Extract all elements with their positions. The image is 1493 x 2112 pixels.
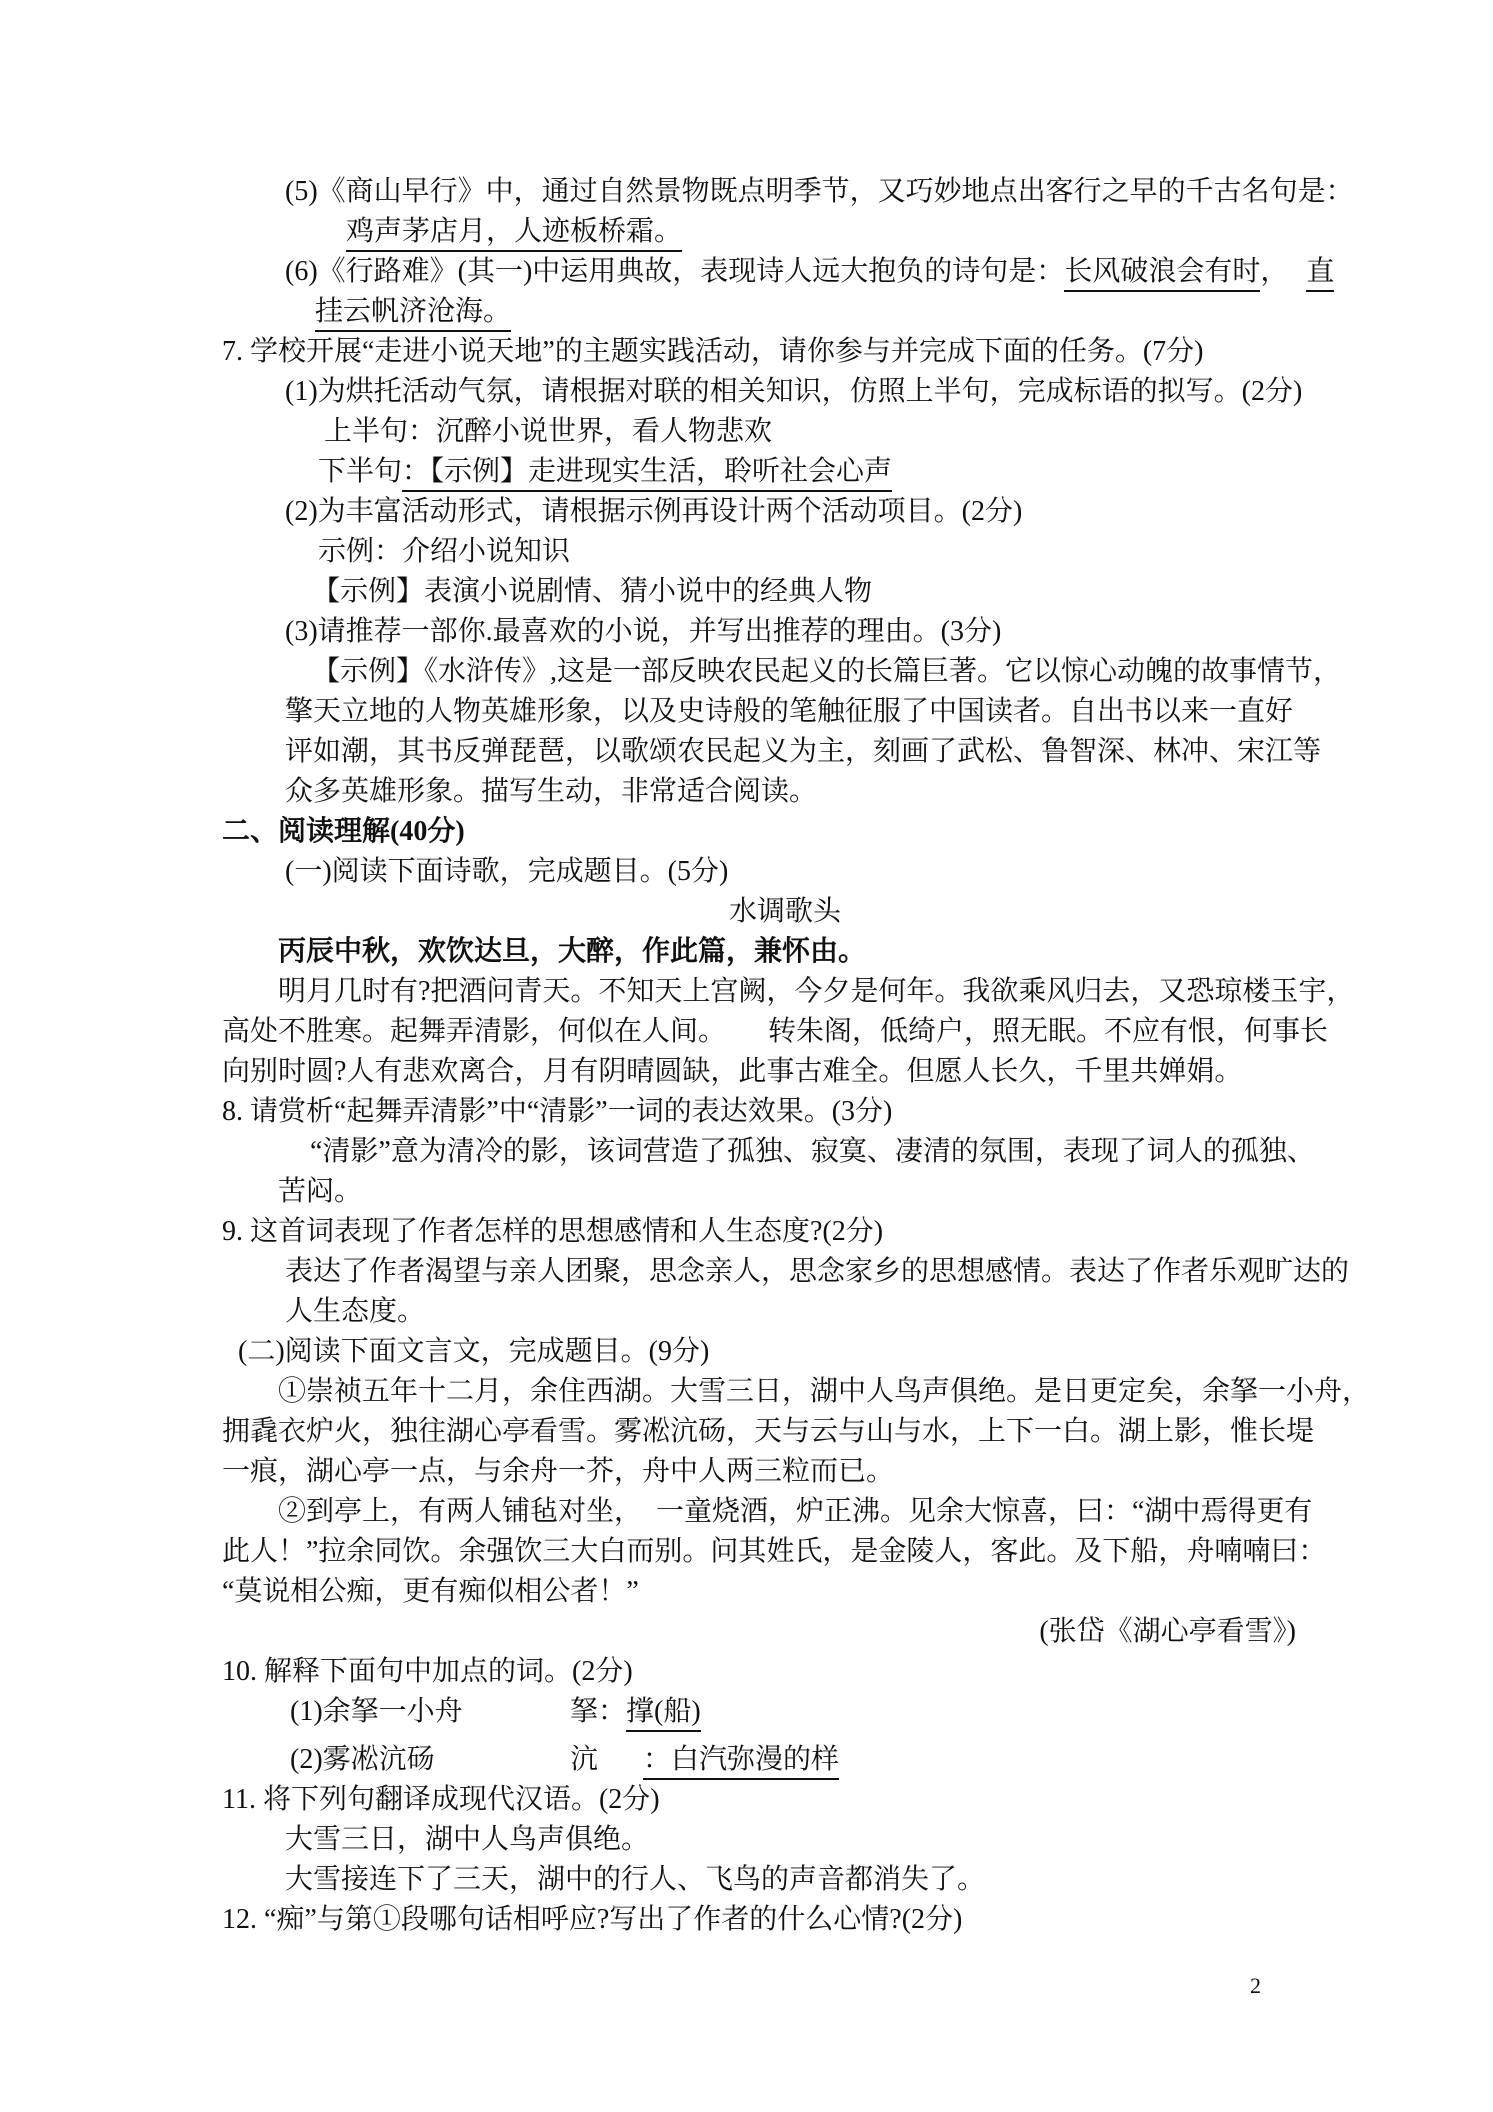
q6-answer-wrap-underlined: 直	[1306, 256, 1334, 292]
q10-item1-answer-col	[570, 1692, 701, 1732]
q8-line: 8. 请赏析“起舞弄清影”中“清影”一词的表达效果。(3分)	[222, 1096, 893, 1127]
q7-lower-answer-underlined: ：【示例】走进现实生活，聆听社会心声	[402, 456, 892, 492]
q7-sub2-answer-line: 【示例】表演小说剧情、猜小说中的经典人物	[312, 576, 873, 607]
passage-line-4: ②到亭上，有两人铺毡对坐， 一童烧酒，炉正沸。见余大惊喜，曰：“湖中焉得更有	[278, 1496, 1313, 1527]
q7-sub2-example-line: 示例：介绍小说知识	[318, 536, 571, 567]
q7-sub2-line: (2)为丰富活动形式，请根据示例再设计两个活动项目。(2分)	[285, 496, 1023, 527]
q6-answer-start-underlined: 长风破浪会有时	[1064, 256, 1260, 292]
q7-sub1-line: (1)为烘托活动气氛，请根据对联的相关知识，仿照上半句，完成标语的拟写。(2分)	[285, 376, 1303, 407]
q6-line	[285, 252, 1493, 292]
q10-item1-answer-underlined: 撑(船)	[626, 1696, 701, 1732]
q8-answer-line-2: 苦闷。	[278, 1176, 363, 1207]
q10-item2-answer-underlined: ：白汽弥漫的样	[643, 1744, 839, 1780]
q6-prompt: (6)《行路难》(其一)中运用典故，表现诗人远大抱负的诗句是：	[285, 256, 1065, 287]
q7-line: 7. 学校开展“走进小说天地”的主题实践活动，请你参与并完成下面的任务。(7分)	[222, 336, 1204, 367]
q11-answer-line: 大雪接连下了三天，湖中的行人、飞鸟的声音都消失了。	[285, 1864, 986, 1895]
q5-line: (5)《商山早行》中，通过自然景物既点明季节，又巧妙地点出客行之早的千古名句是：	[285, 176, 1354, 207]
q9-answer-line-1: 表达了作者渴望与亲人团聚，思念亲人，思念家乡的思想感情。表达了作者乐观旷达的	[285, 1256, 1350, 1287]
q6-separator: ，	[1260, 256, 1289, 287]
poem-preface: 丙辰中秋，欢饮达旦，大醉，作此篇，兼怀由。	[278, 936, 867, 967]
poem-title: 水调歌头	[729, 896, 842, 927]
q5-answer-underlined: 鸡声茅店月，人迹板桥霜。	[346, 216, 682, 252]
poem-line-1: 明月几时有?把酒问青天。不知天上宫阙，今夕是何年。我欲乘风归去，又恐琼楼玉宇，	[278, 976, 1355, 1007]
passage-line-5: 此人！”拉余同饮。余强饮三大白而别。问其姓氏，是金陵人，客此。及下船，舟喃喃曰：	[222, 1536, 1327, 1567]
q7-upper-line: 上半句：沉醉小说世界，看人物悲欢	[324, 416, 773, 447]
q7-lower-label: 下半句	[318, 456, 403, 487]
q11-line: 11. 将下列句翻译成现代汉语。(2分)	[222, 1784, 660, 1815]
q7-sub3-answer-line-1: 【示例】《水浒传》,这是一部反映农民起义的长篇巨著。它以惊心动魄的故事情节，	[312, 656, 1342, 687]
q10-item1-line	[290, 1692, 1493, 1732]
section2-title: 二、阅读理解(40分)	[222, 816, 465, 847]
q7-lower-line	[318, 452, 1493, 492]
passage-line-2: 拥毳衣炉火，独往湖心亭看雪。雾凇沆砀，天与云与山与水，上下一白。湖上影，惟长堤	[222, 1416, 1315, 1447]
passage-line-1: ①崇祯五年十二月，余住西湖。大雪三日，湖中人鸟声俱绝。是日更定矣，余拏一小舟，	[278, 1376, 1371, 1407]
part1-intro-line: (一)阅读下面诗歌，完成题目。(5分)	[285, 856, 729, 887]
q10-item1-phrase: (1)余拏一小舟	[290, 1696, 463, 1727]
passage-line-6: “莫说相公痴，更有痴似相公者！”	[222, 1576, 639, 1607]
q10-item2-answer-col	[570, 1740, 839, 1780]
q6-answer-line2	[315, 292, 1493, 332]
q10-item2-line	[290, 1740, 1493, 1780]
q7-sub3-answer-line-2: 擎天立地的人物英雄形象，以及史诗般的笔触征服了中国读者。自出书以来一直好	[285, 696, 1294, 727]
q11-source-line: 大雪三日，湖中人鸟声俱绝。	[285, 1824, 650, 1855]
poem-line-2: 高处不胜寒。起舞弄清影，何似在人间。 转朱阁，低绮户，照无眠。不应有恨，何事长	[222, 1016, 1329, 1047]
q8-answer-line-1: “清影”意为清冷的影，该词营造了孤独、寂寞、凄清的氛围，表现了词人的孤独、	[310, 1136, 1315, 1167]
q10-item1-term: 拏：	[570, 1696, 627, 1727]
passage-attribution: (张岱《湖心亭看雪》)	[1039, 1616, 1296, 1647]
part2-intro-line: (二)阅读下面文言文，完成题目。(9分)	[238, 1336, 710, 1367]
poem-line-3: 向别时圆?人有悲欢离合，月有阴晴圆缺，此事古难全。但愿人长久，千里共婵娟。	[222, 1056, 1243, 1087]
q7-sub3-answer-line-4: 众多英雄形象。描写生动，非常适合阅读。	[285, 776, 818, 807]
q7-sub3-line: (3)请推荐一部你.最喜欢的小说，并写出推荐的理由。(3分)	[285, 616, 1002, 647]
q7-sub3-answer-line-3: 评如潮，其书反弹琵琶，以歌颂农民起义为主，刻画了武松、鲁智深、林冲、宋江等	[285, 736, 1322, 767]
q10-line: 10. 解释下面句中加点的词。(2分)	[222, 1656, 633, 1687]
q5-answer-line	[346, 212, 1493, 252]
passage-line-3: 一痕，湖心亭一点，与余舟一芥，舟中人两三粒而已。	[222, 1456, 895, 1487]
page-number: 2	[1250, 1973, 1261, 1998]
q6-answer-line2-underlined: 挂云帆济沧海。	[315, 296, 511, 332]
q10-item2-phrase: (2)雾凇沆砀	[290, 1744, 435, 1775]
q10-item2-term: 沆	[570, 1744, 599, 1775]
q9-line: 9. 这首词表现了作者怎样的思想感情和人生态度?(2分)	[222, 1216, 884, 1247]
q12-line: 12. “痴”与第①段哪句话相呼应?写出了作者的什么心情?(2分)	[222, 1904, 963, 1935]
q9-answer-line-2: 人生态度。	[285, 1296, 426, 1327]
